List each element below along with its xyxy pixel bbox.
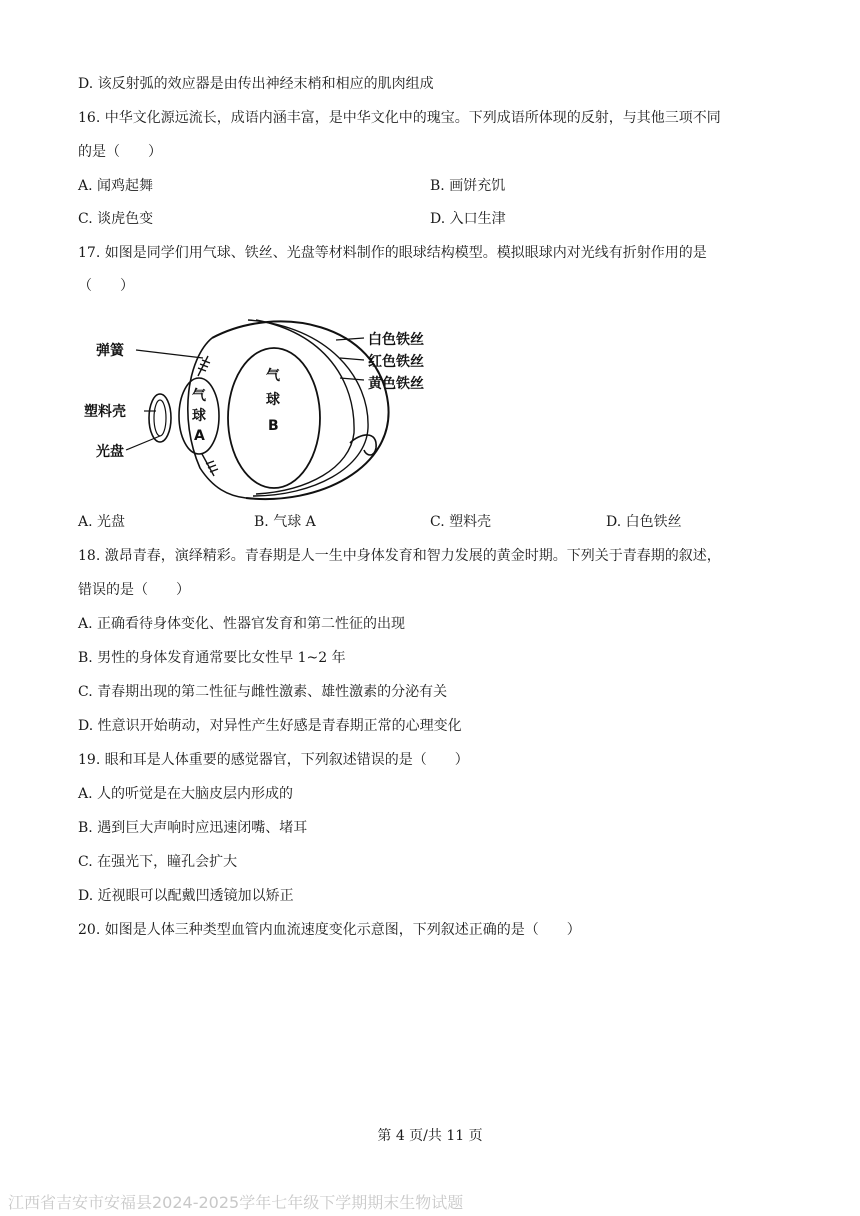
figure-label-red-wire: 红色铁丝 (368, 354, 424, 370)
figure-label-yellow-wire: 黄色铁丝 (368, 376, 424, 392)
q16-stem-line1: 16. 中华文化源远流长，成语内涵丰富，是中华文化中的瑰宝。下列成语所体现的反射，与其他三项不同 (78, 110, 721, 126)
q19-option-d: D. 近视眼可以配戴凹透镜加以矫正 (78, 888, 294, 904)
q17-stem-line1: 17. 如图是同学们用气球、铁丝、光盘等材料制作的眼球结构模型。模拟眼球内对光线有折射作用的是 (78, 245, 707, 261)
q18-option-a: A. 正确看待身体变化、性器官发育和第二性征的出现 (78, 616, 406, 632)
eyeball-model-figure (78, 308, 458, 503)
q18-stem-line1: 18. 激昂青春，演绎精彩。青春期是人一生中身体发育和智力发展的黄金时期。下列关于青春期的叙述， (78, 548, 721, 564)
q17-option-a: A. 光盘 (78, 514, 126, 530)
q19-option-b: B. 遇到巨大声响时应迅速闭嘴、堵耳 (78, 820, 308, 836)
q16-option-b: B. 画饼充饥 (430, 178, 506, 194)
q18-option-b: B. 男性的身体发育通常要比女性早 1~2 年 (78, 650, 346, 666)
q16-option-c: C. 谈虎色变 (78, 211, 154, 227)
watermark: 江西省吉安市安福县2024-2025学年七年级下学期期末生物试题 (8, 1193, 464, 1212)
figure-label-balloon-a-1: 气 (192, 388, 206, 404)
figure-label-balloon-a-2: 球 (192, 408, 206, 424)
figure-label-balloon-a-3: A (194, 428, 205, 444)
q18-stem-line2: 错误的是（ ） (78, 582, 190, 598)
q17-option-d: D. 白色铁丝 (606, 514, 682, 530)
figure-label-white-wire: 白色铁丝 (368, 332, 424, 348)
q17-stem-line2: （ ） (78, 278, 134, 294)
figure-label-balloon-b-3: B (268, 418, 279, 434)
q20-stem: 20. 如图是人体三种类型血管内血流速度变化示意图，下列叙述正确的是（ ） (78, 922, 581, 938)
q18-option-c: C. 青春期出现的第二性征与雌性激素、雄性激素的分泌有关 (78, 684, 448, 700)
q15-option-d: D. 该反射弧的效应器是由传出神经末梢和相应的肌肉组成 (78, 76, 434, 92)
figure-label-shell: 塑料壳 (84, 404, 126, 420)
figure-label-spring: 弹簧 (96, 343, 124, 359)
figure-label-balloon-b-1: 气 (266, 368, 280, 384)
figure-label-disc: 光盘 (96, 444, 124, 460)
q19-option-a: A. 人的听觉是在大脑皮层内形成的 (78, 786, 294, 802)
q17-option-b: B. 气球 A (254, 514, 316, 530)
q17-option-c: C. 塑料壳 (430, 514, 492, 530)
q16-option-a: A. 闻鸡起舞 (78, 178, 154, 194)
page-footer: 第 4 页/共 11 页 (377, 1128, 483, 1144)
q19-option-c: C. 在强光下，瞳孔会扩大 (78, 854, 238, 870)
q18-option-d: D. 性意识开始萌动，对异性产生好感是青春期正常的心理变化 (78, 718, 462, 734)
q19-stem: 19. 眼和耳是人体重要的感觉器官，下列叙述错误的是（ ） (78, 752, 469, 768)
figure-label-balloon-b-2: 球 (266, 392, 280, 408)
q16-stem-line2: 的是（ ） (78, 144, 162, 160)
q16-option-d: D. 入口生津 (430, 211, 506, 227)
